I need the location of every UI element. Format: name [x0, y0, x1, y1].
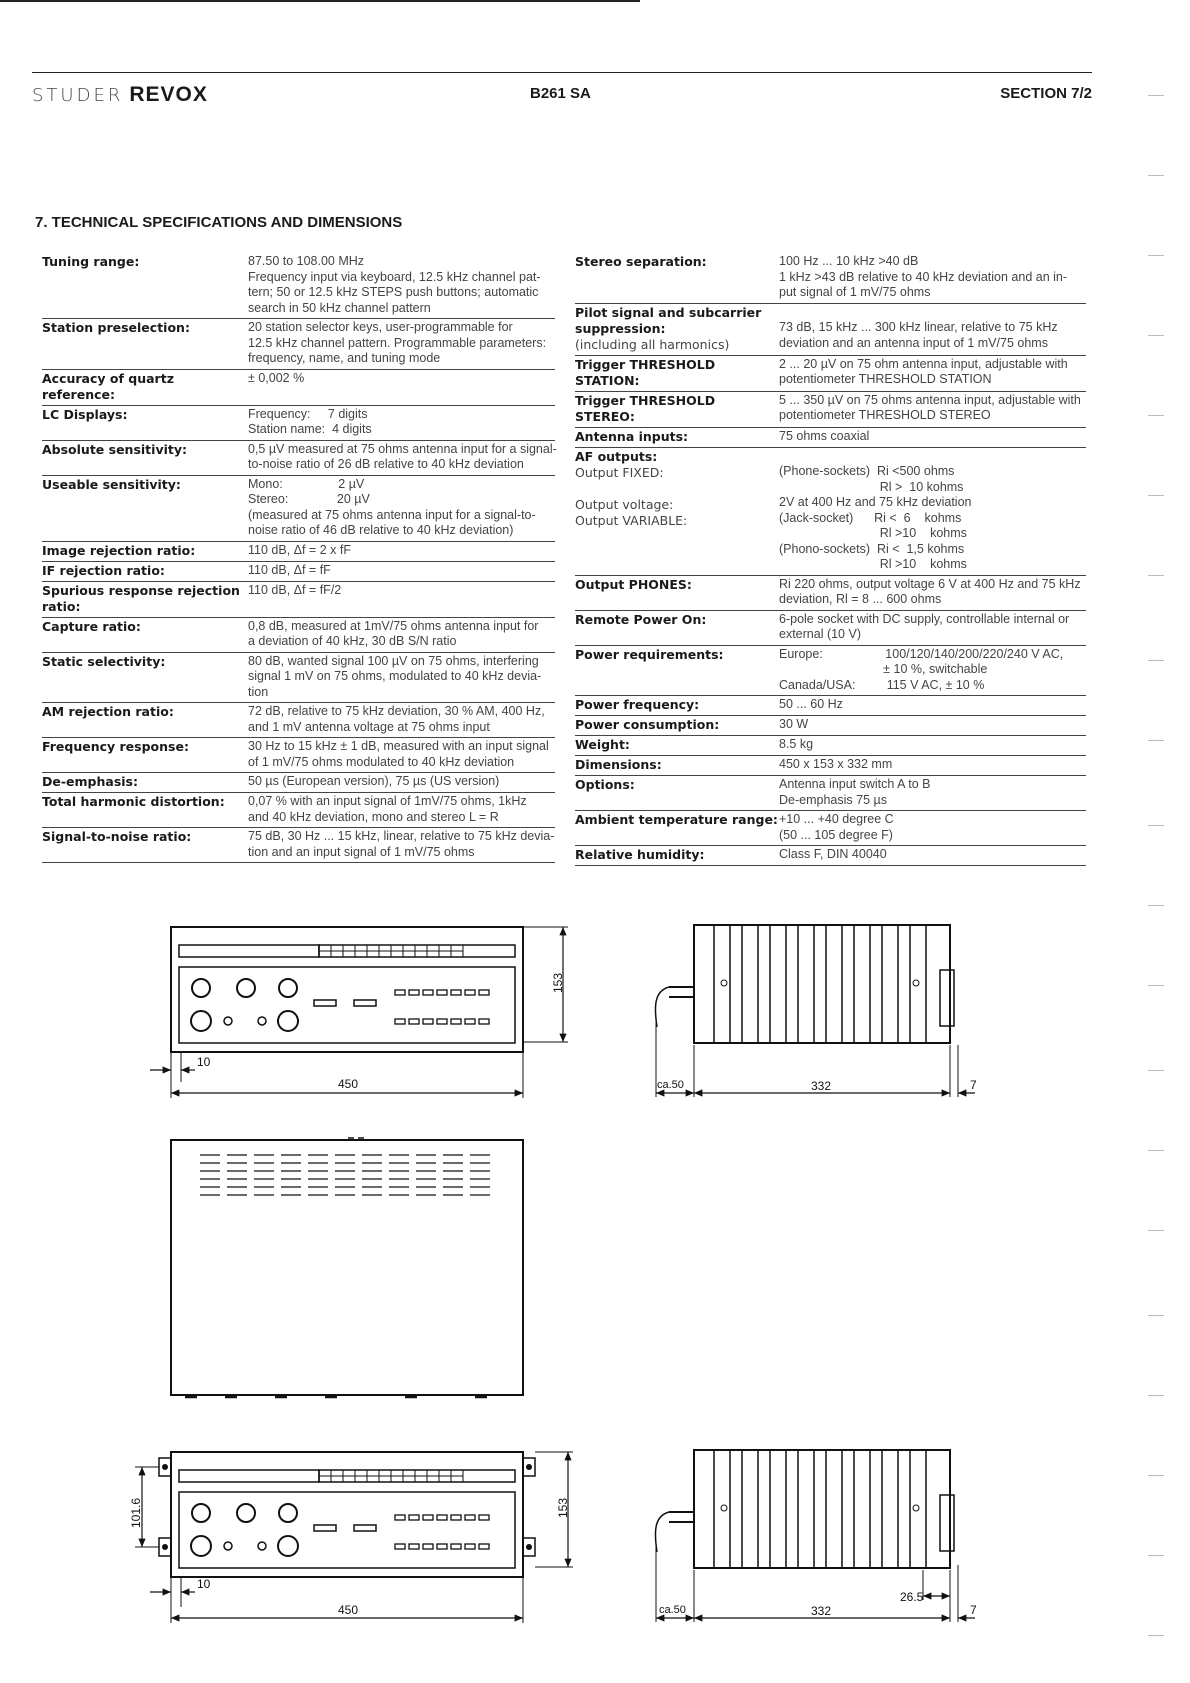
spec-label: Remote Power On:	[575, 611, 707, 627]
spec-label: Relative humidity:	[575, 847, 705, 862]
spec-label: AM rejection ratio:	[42, 704, 174, 719]
rack-width-label: 450	[338, 1603, 359, 1617]
spec-label: Power requirements:	[575, 646, 724, 662]
spec-value: 450 x 153 x 332 mm	[779, 757, 893, 771]
spec-value: 110 dB, Δf = fF/2	[248, 582, 342, 597]
spec-label: Spurious response rejection ratio:	[42, 582, 240, 614]
spec-value: 87.50 to 108.00 MHz Frequency input via keyboard, 12.5 kHz channel pat- tern; 50 or 12.5 kHz STEPS push buttons; automatic search in 50 kHz channel pattern	[248, 254, 541, 315]
spec-sublabel: Output FIXED: Output voltage: Output VARIABLE:	[575, 464, 688, 528]
page-title: 7. TECHNICAL SPECIFICATIONS AND DIMENSIONS	[35, 214, 403, 231]
spec-label: Dimensions:	[575, 757, 662, 772]
spec-label: Image rejection ratio:	[42, 542, 196, 558]
spec-label: Absolute sensitivity:	[42, 441, 187, 457]
spec-label: Power consumption:	[575, 717, 720, 732]
spec-value: 100 Hz ... 10 kHz >40 dB 1 kHz >43 dB relative to 40 kHz deviation and an in- put signal of 1 mV/75 ohms	[779, 254, 1068, 299]
spec-value: 0,07 % with an input signal of 1mV/75 ohms, 1kHz and 40 kHz deviation, mono and stereo L = R	[248, 794, 527, 824]
spec-value: 75 dB, 30 Hz ... 15 kHz, linear, relative to 75 kHz devia- tion and an input signal of 1 mV/75 ohms	[248, 829, 555, 859]
side-depth-label: 332	[811, 1079, 832, 1093]
rack-side-depth-label: 332	[811, 1604, 832, 1618]
spec-value: 50 ... 60 Hz	[779, 697, 843, 711]
spec-label: LC Displays:	[42, 406, 128, 422]
spec-label: De-emphasis:	[42, 774, 138, 789]
spec-value: 30 W	[779, 717, 809, 731]
spec-label: Tuning range:	[42, 254, 140, 269]
rack-front-height-label: 153	[556, 1497, 570, 1518]
section-number: SECTION 7/2	[1000, 85, 1092, 102]
side-view-drawing	[655, 925, 977, 1097]
spec-label: Antenna inputs:	[575, 428, 689, 444]
model-number: B261 SA	[530, 85, 591, 102]
spec-value: 110 dB, Δf = 2 x fF	[248, 542, 351, 557]
top-view-drawing	[171, 1138, 523, 1397]
spec-label: Trigger THRESHOLD STATION:	[575, 356, 716, 388]
front-view-drawing	[150, 927, 568, 1098]
spec-value: 72 dB, relative to 75 kHz deviation, 30 % AM, 400 Hz, and 1 mV antenna voltage at 75 ohms input	[248, 704, 545, 734]
spec-value: 73 dB, 15 kHz ... 300 kHz linear, relative to 75 kHz deviation and an antenna input of 1 mV/75 ohms	[779, 320, 1058, 350]
side-ca-label: ca.50	[657, 1079, 684, 1091]
spec-label: Pilot signal and subcarrier suppression: (including all harmonics)	[575, 305, 779, 353]
spec-label: Signal-to-noise ratio:	[42, 829, 192, 844]
spec-label: AF outputs: Output FIXED: Output voltage: Output VARIABLE:	[575, 449, 779, 573]
spec-value: Class F, DIN 40040	[779, 847, 887, 861]
spec-value: +10 ... +40 degree C (50 ... 105 degree F)	[779, 812, 894, 842]
front-height-label: 153	[551, 972, 565, 993]
spec-label: Frequency response:	[42, 739, 189, 754]
rack-side-ca-label: ca.50	[659, 1604, 686, 1616]
spec-label: Station preselection:	[42, 320, 190, 335]
spec-label: IF rejection ratio:	[42, 562, 165, 578]
rack-offset-label: 10	[197, 1577, 211, 1591]
spec-value: Mono: 2 µV Stereo: 20 µV (measured at 75 ohms antenna input for a signal-to- noise ratio of 46 dB relative to 40 kHz deviation)	[248, 476, 536, 537]
spec-label: Capture ratio:	[42, 618, 141, 634]
spec-value: Antenna input switch A to B De-emphasis 75 µs	[779, 777, 931, 807]
spec-value: 20 station selector keys, user-programmable for 12.5 kHz channel pattern. Programmable parameters: frequency, name, and tuning mode	[248, 320, 547, 365]
spec-value: 6-pole socket with DC supply, controllable internal or external (10 V)	[779, 611, 1070, 641]
rack-front-drawing	[129, 1452, 573, 1623]
spec-value: 0,5 µV measured at 75 ohms antenna input for a signal- to-noise ratio of 26 dB relative to 40 kHz deviation	[248, 441, 557, 471]
rack-side-drawing	[655, 1450, 977, 1622]
rack-height-label: 101.6	[129, 1497, 143, 1528]
spec-sublabel: (including all harmonics)	[575, 336, 730, 352]
spec-label: Useable sensitivity:	[42, 476, 181, 492]
rack-rear-label: 26.5	[900, 1590, 924, 1604]
spec-value: 2 ... 20 µV on 75 ohm antenna input, adjustable with potentiometer THRESHOLD STATION	[779, 356, 1068, 386]
spec-label: Total harmonic distortion:	[42, 794, 225, 809]
spec-value: 0,8 dB, measured at 1mV/75 ohms antenna input for a deviation of 40 kHz, 30 dB S/N ratio	[248, 618, 539, 648]
spec-label: Accuracy of quartz reference:	[42, 370, 174, 402]
spec-value: 50 µs (European version), 75 µs (US version)	[248, 774, 500, 788]
front-offset-label: 10	[197, 1055, 211, 1069]
spec-label: Weight:	[575, 737, 630, 752]
spec-value: 30 Hz to 15 kHz ± 1 dB, measured with an input signal of 1 mV/75 ohms modulated to 40 kHz deviation	[248, 739, 549, 769]
side-rear-label: 7	[970, 1078, 977, 1092]
spec-value: Frequency: 7 digits Station name: 4 digits	[248, 406, 372, 436]
spec-label: Trigger THRESHOLD STEREO:	[575, 392, 716, 424]
spec-label: Static selectivity:	[42, 653, 166, 669]
rack-side-rear-label: 7	[970, 1603, 977, 1617]
spec-value: (Phone-sockets) Ri <500 ohms Rl > 10 kohms 2V at 400 Hz and 75 kHz deviation (Jack-socket) Ri < 6 kohms Rl >10 kohms (Phono-sockets) Ri < 1,5 kohms Rl >10 kohms	[779, 464, 972, 571]
spec-value: Europe: 100/120/140/200/220/240 V AC, ± 10 %, switchable Canada/USA: 115 V AC, ± 10 %	[779, 646, 1064, 692]
studer-revox-logo: STUDER REVOX	[32, 83, 208, 106]
spec-label: Power frequency:	[575, 697, 700, 712]
front-width-label: 450	[338, 1077, 359, 1091]
spec-label: Ambient temperature range:	[575, 812, 778, 827]
spec-value: 75 ohms coaxial	[779, 428, 870, 443]
spec-label: Output PHONES:	[575, 576, 692, 592]
spec-value: 80 dB, wanted signal 100 µV on 75 ohms, interfering signal 1 mV on 75 ohms, modulated to 40 kHz devia- tion	[248, 653, 542, 699]
spec-value: ± 0,002 %	[248, 370, 305, 385]
spec-value: 110 dB, Δf = fF	[248, 562, 331, 577]
spec-label: Stereo separation:	[575, 254, 707, 269]
spec-value: 5 ... 350 µV on 75 ohms antenna input, adjustable with potentiometer THRESHOLD STEREO	[779, 392, 1081, 422]
spec-value: Ri 220 ohms, output voltage 6 V at 400 Hz and 75 kHz deviation, Rl = 8 ... 600 ohms	[779, 576, 1081, 606]
spec-label: Options:	[575, 777, 635, 792]
spec-value: 8.5 kg	[779, 737, 814, 751]
